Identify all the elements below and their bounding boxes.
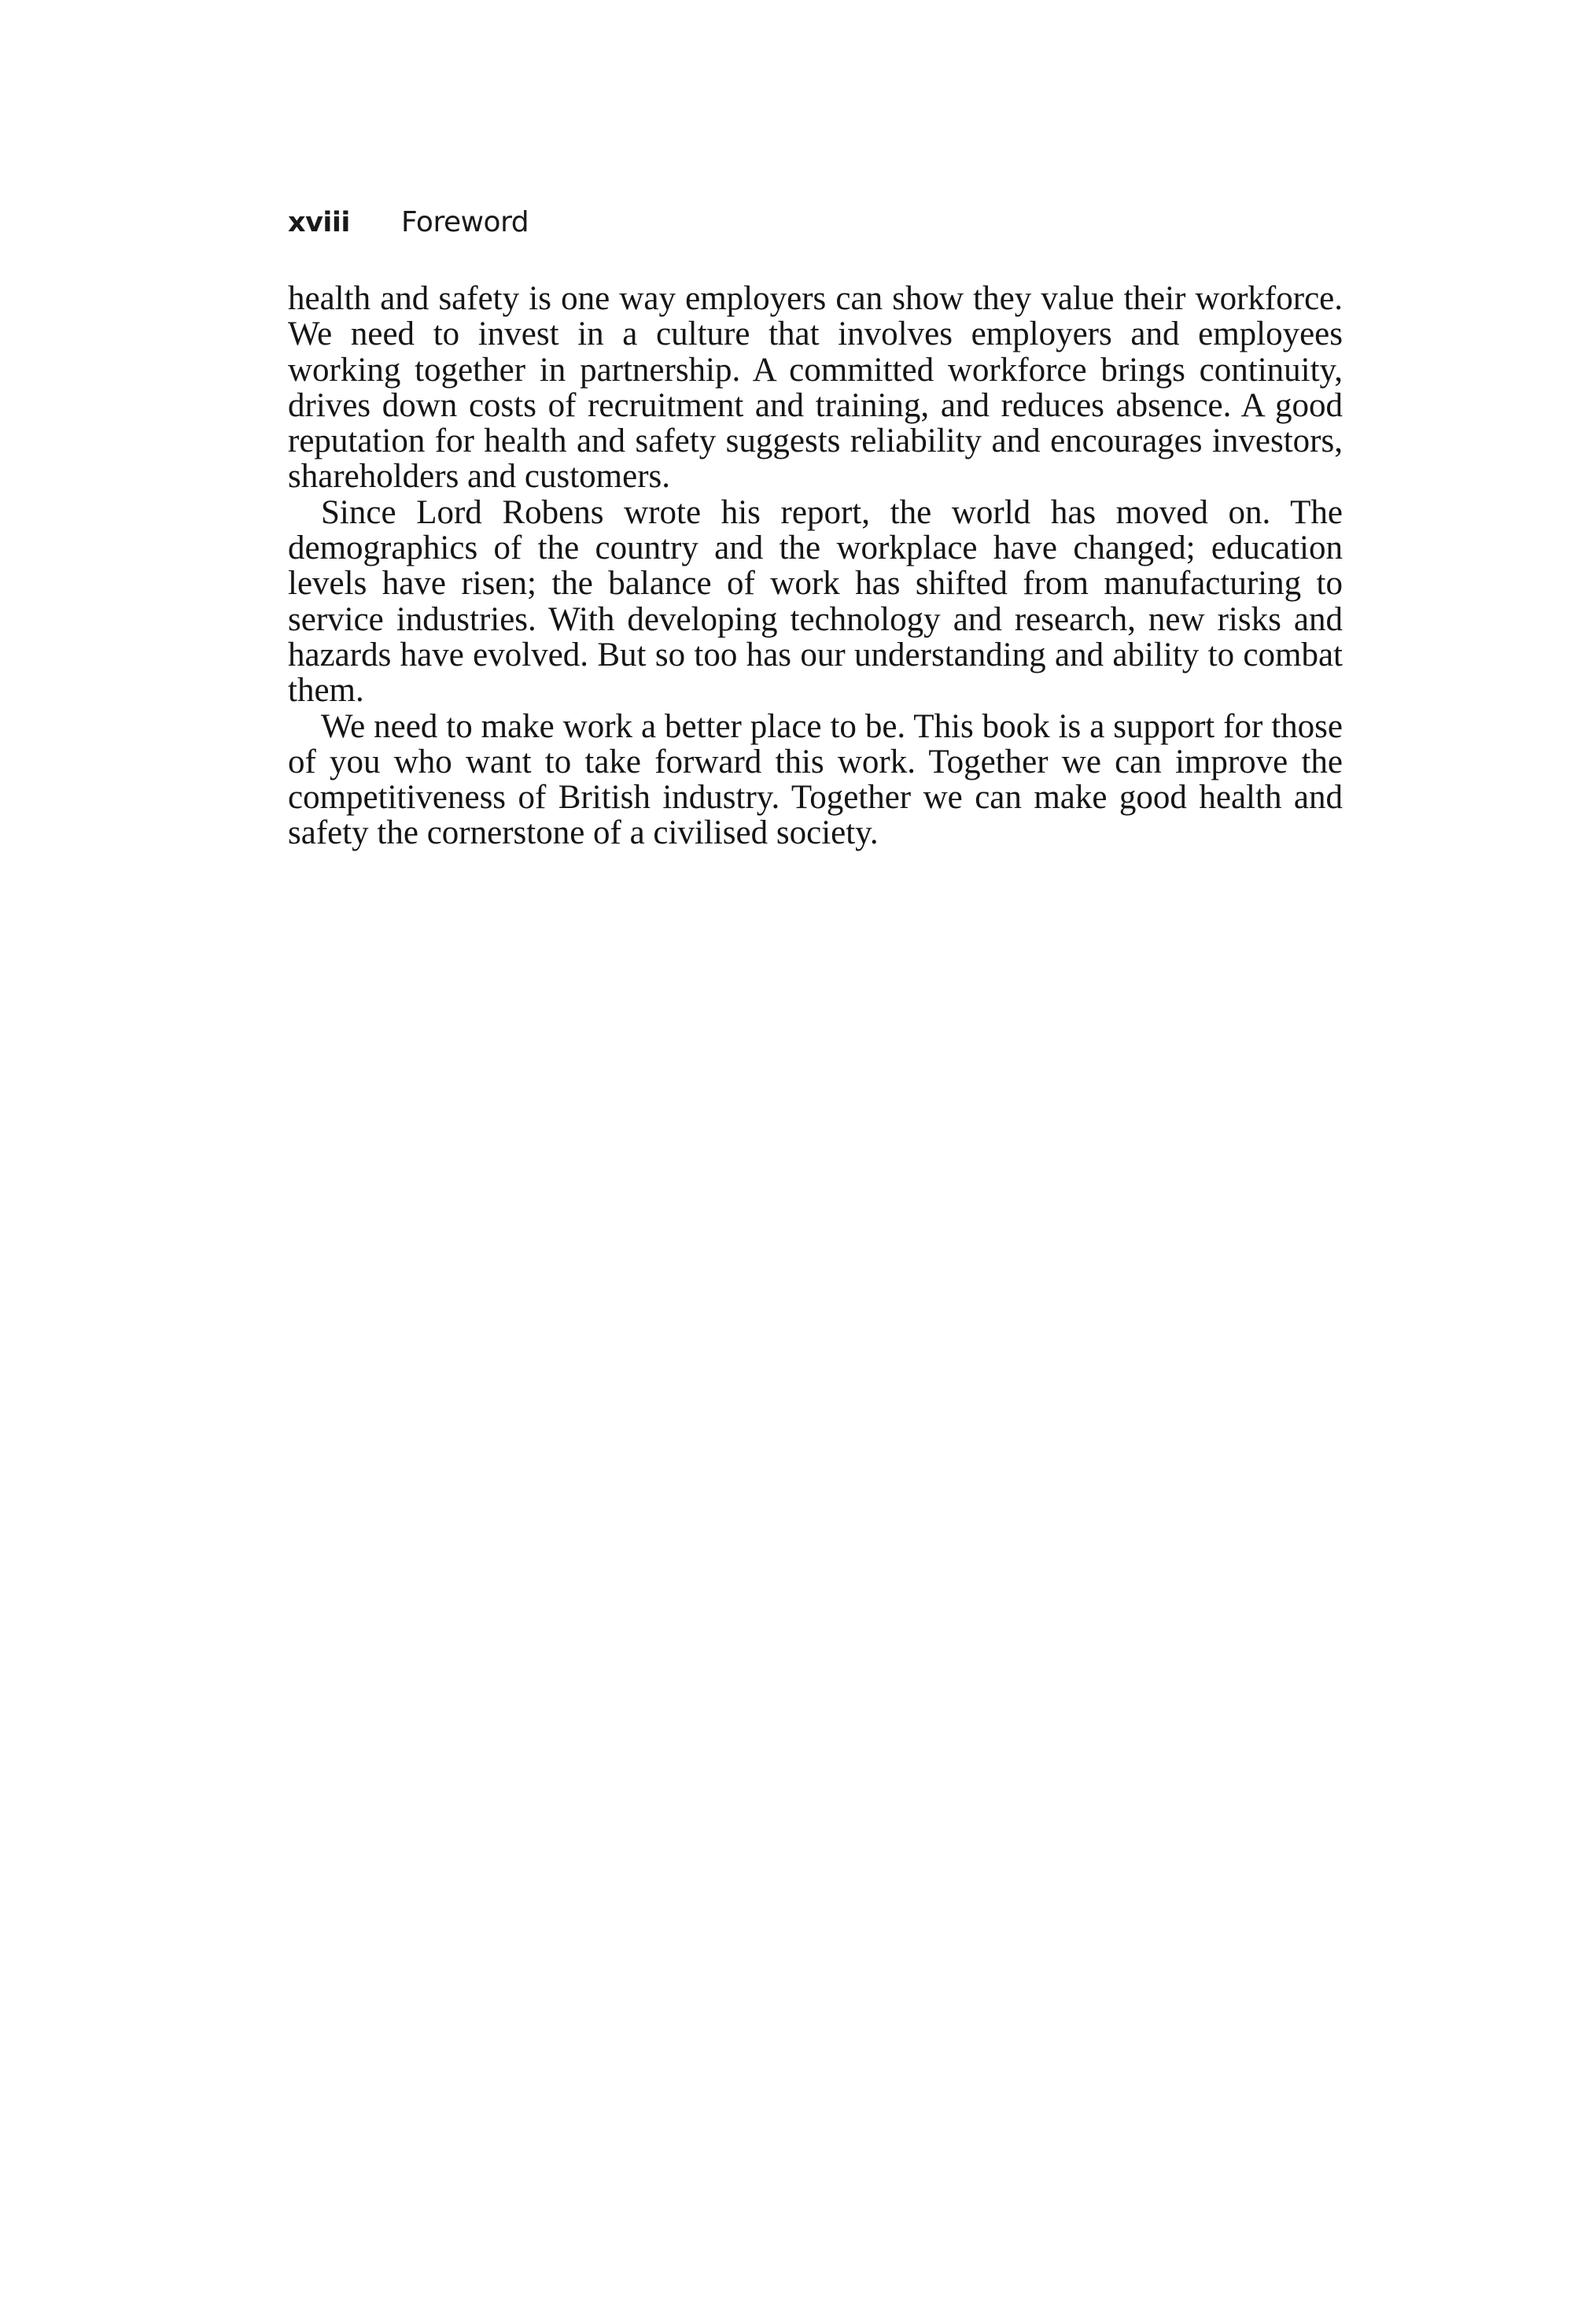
- body-text: [288, 281, 1343, 851]
- paragraph-continued: health and safety is one way employers can show they value their workforce. We need to invest in a culture that involves employers and employees working together in partnership. A committed workforce brings continuity, drives down costs of recruitment and training, and reduces absence. A good reputation for health and safety suggests reliability and encourages investors, shareholders and customers.: [288, 280, 1343, 496]
- running-head: [288, 206, 529, 238]
- page-number: xviii: [288, 207, 350, 238]
- running-title: Foreword: [401, 206, 529, 238]
- paragraph-robens-report: Since Lord Robens wrote his report, the world has moved on. The demographics of the country and the workplace have changed; education levels have risen; the balance of work has shifted from manufacturing to service industries. With developing technology and research, new risks and hazards have evolved. But so too has our understanding and ability to combat them.: [288, 493, 1343, 710]
- paragraph-better-workplace: We need to make work a better place to be. This book is a support for those of you who want to take forward this work. Together we can improve the competitiveness of British industry. Together we can make good health and safety the cornerstone of a civilised society.: [288, 707, 1343, 852]
